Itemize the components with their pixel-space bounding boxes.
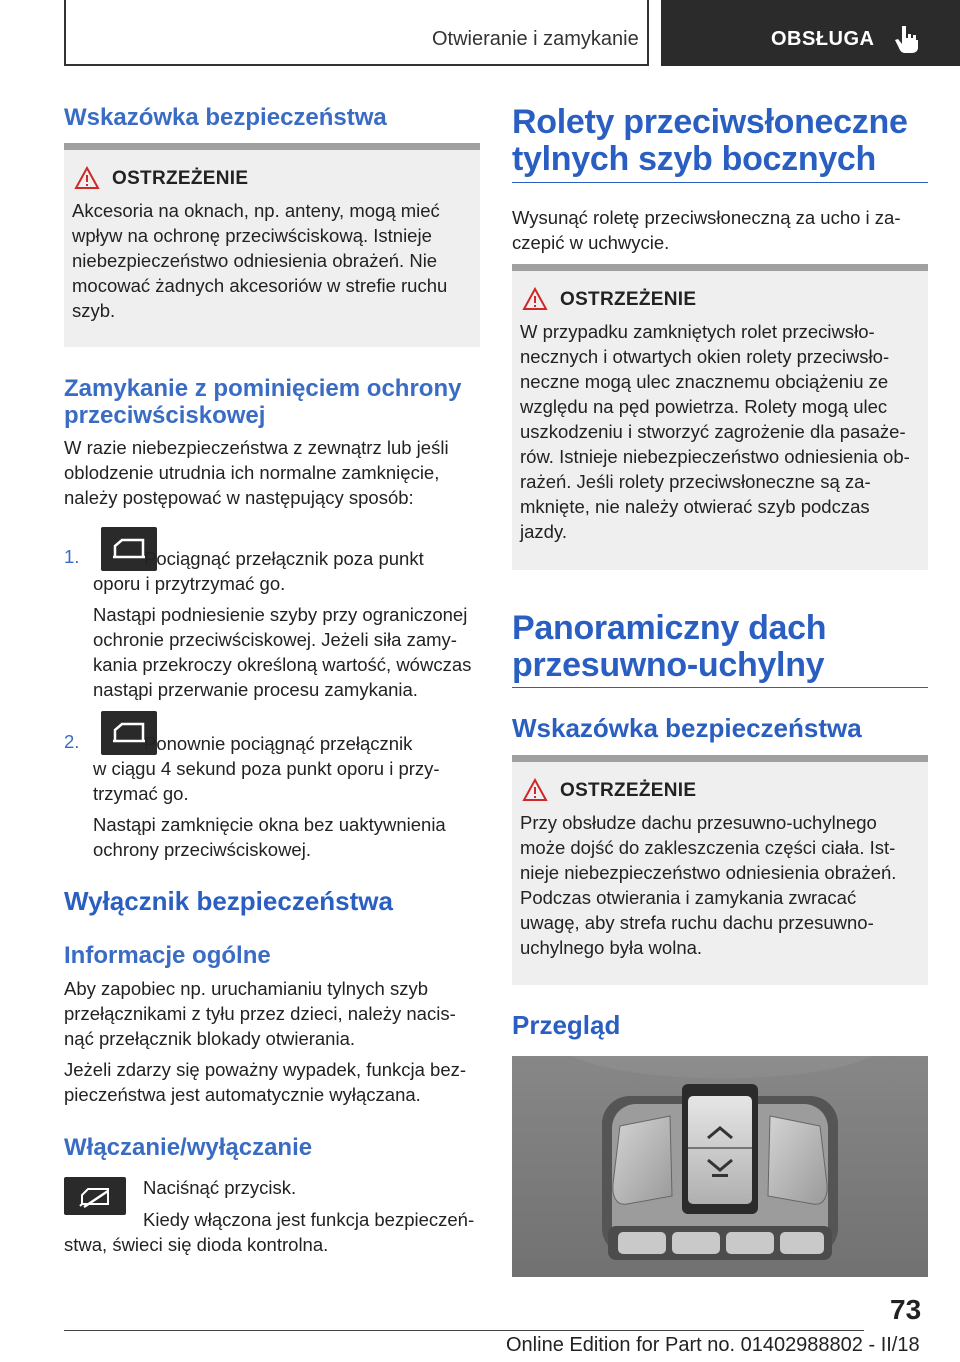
warning-triangle-icon: [74, 166, 100, 190]
step-number: 1.: [64, 546, 80, 567]
warning-triangle-icon: [522, 778, 548, 802]
roof-safety-heading: Wskazówka bezpieczeństwa: [512, 713, 862, 743]
bypass-intro: W razie niebezpieczeństwa z zewnątrz lub jeśli oblodzenie utrudnia ich normalne zamknięcie, należy postępować w następujący sposób:: [64, 437, 449, 508]
warning-box-roof: [512, 755, 928, 985]
accident-text: Jeżeli zdarzy się poważny wypadek, funkcja bez- pieczeństwa jest automatycznie wyłączana.: [64, 1059, 467, 1105]
hand-pointer-icon: [893, 24, 921, 54]
step-text: Ponownie pociągnąć przełącznik: [144, 733, 413, 754]
heading-rule: [512, 687, 928, 688]
step-result: Nastąpi zamknięcie okna bez uaktywnienia ochrony przeciwściskowej.: [93, 814, 446, 860]
warning-title: OSTRZEŻENIE: [112, 168, 249, 189]
step-result: Nastąpi podniesienie szyby przy ograniczonej ochronie przeciwściskowej. Jeżeli siła zamy- kania przekroczy określoną wartość, wówczas nastąpi przerwanie procesu zamykania.: [93, 604, 472, 700]
footer-rule: [64, 1330, 864, 1331]
warning-text: Akcesoria na oknach, np. anteny, mogą mieć wpływ na ochronę przeciwściskową. Istnieje niebezpieczeństwo odniesienia obrażeń. Nie mocować żadnych akcesoriów w strefie ruchu szyb.: [72, 200, 448, 321]
sunblind-heading: Rolety przeciwsłoneczne tylnych szyb bocznych: [512, 103, 908, 178]
general-heading: Informacje ogólne: [64, 942, 271, 969]
step-number: 2.: [64, 731, 80, 752]
roof-control-photo: [512, 1056, 928, 1277]
step-text: Pociągnąć przełącznik poza punkt: [144, 548, 424, 569]
step-text-cont: oporu i przytrzymać go.: [93, 573, 286, 594]
section-title: Otwieranie i zamykanie: [432, 28, 639, 50]
heading-rule: [512, 182, 928, 183]
general-text: Aby zapobiec np. uruchamianiu tylnych szyb przełącznikami z tyłu przez dzieci, należy nacis- nąć przełącznik blokady otwierania.: [64, 978, 456, 1049]
onoff-led: Kiedy włączona jest funkcja bezpieczeń-: [143, 1209, 475, 1230]
roof-heading: Panoramiczny dach przesuwno-uchylny: [512, 609, 827, 684]
overview-heading: Przegląd: [512, 1010, 621, 1040]
step-text-cont: w ciągu 4 sekund poza punkt oporu i przy- trzymać go.: [93, 758, 440, 804]
lock-button-image: [64, 1177, 126, 1215]
category-tab: [661, 0, 960, 66]
category-label: OBSŁUGA: [771, 28, 875, 50]
safety-heading: Wskazówka bezpieczeństwa: [64, 104, 387, 131]
footer-edition: Online Edition for Part no. 01402988802 - II/18: [506, 1334, 920, 1356]
sunblind-text: Wysunąć roletę przeciwsłoneczną za ucho i za- czepić w uchwycie.: [512, 207, 901, 253]
warning-title: OSTRZEŻENIE: [560, 289, 697, 310]
warning-triangle-icon: [522, 287, 548, 311]
warning-box-sunblind: [512, 264, 928, 570]
warning-text: W przypadku zamkniętych rolet przeciwsło- necznych i otwartych okien rolety przeciwsło- neczne mogą ulec znacznemu obciążeniu ze względu na pęd powietrza. Rolety mogą ulec uszkodzeniu i stworzyć zagrożenie dla pasaże- rów. Istnieje niebezpieczeństwo odniesienia ob- rażeń. Jeśli rolety przeciwsłoneczne są za- mknięte, nie należy otwierać szyb podczas jazdy.: [520, 321, 910, 542]
onoff-led-cont: stwa, świeci się dioda kontrolna.: [64, 1234, 329, 1255]
switch-heading: Wyłącznik bezpieczeństwa: [64, 886, 393, 916]
window-lock-icon: [64, 1177, 126, 1215]
warning-text: Przy obsłudze dachu przesuwno-uchylnego może dojść do zakleszczenia części ciała. Ist- nieje niebezpieczeństwo odniesienia obrażeń. Podczas otwierania i zamykania zwracać uwagę, aby strefa ruchu dachu przesuwno- uchylnego była wolna.: [520, 812, 897, 958]
bypass-heading: Zamykanie z pominięciem ochrony przeciwściskowej: [64, 375, 462, 429]
page-header: [0, 0, 960, 68]
page-number: 73: [890, 1294, 922, 1325]
onoff-press: Naciśnąć przycisk.: [143, 1177, 297, 1198]
warning-title: OSTRZEŻENIE: [560, 780, 697, 801]
warning-box-windows: [64, 143, 480, 347]
onoff-heading: Włączanie/wyłączanie: [64, 1134, 313, 1161]
